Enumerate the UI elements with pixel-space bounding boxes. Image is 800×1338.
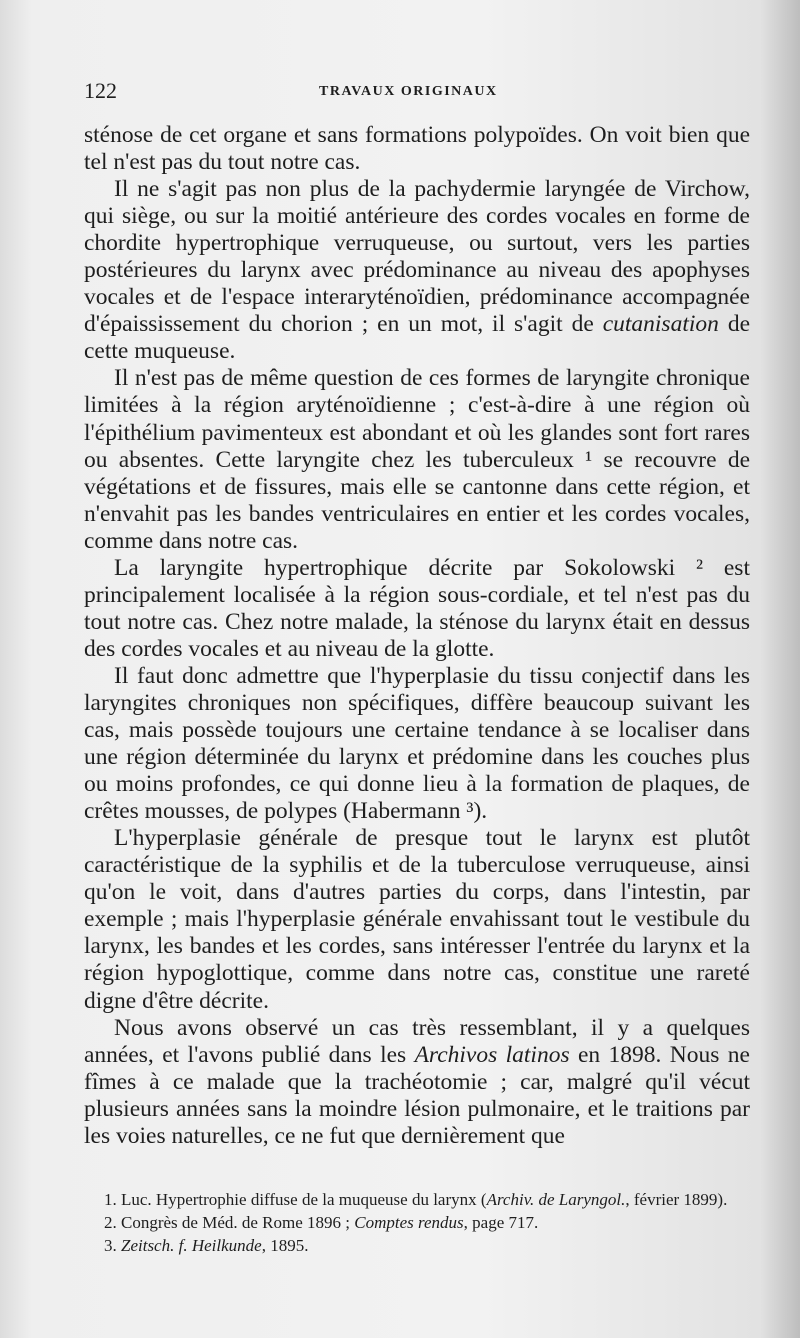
text-run: Il ne s'agit pas non plus de la pachydermie laryngée de Virchow, qui siège, ou sur la moitié antérieure des cordes vocales en forme de chordite hypertrophique verruqueuse, ou surtout, vers les parties postérieures du larynx avec prédominance au niveau des apophyses vocales et de l'espace interaryténoïdien, prédominance accompagnée d'épaississement du chorion ; en un mot, il s'agit de [84, 176, 750, 338]
italic-title: Zeitsch. f. Heilkunde [121, 1236, 262, 1255]
footnote [84, 1234, 750, 1257]
paragraph [84, 176, 750, 365]
text-run: , 1895. [261, 1236, 309, 1255]
text-run: La laryngite hypertrophique décrite par Sokolowski ² est principalement localisée à la région sous-cordiale, et tel n'est pas du tout notre cas. Chez notre malade, la sténose du larynx était en dessus des cordes vocales et au niveau de la glotte. [84, 554, 750, 662]
italic-title: Comptes rendus [354, 1213, 464, 1232]
text-run: , page 717. [463, 1213, 539, 1232]
text-run: Nous avons observé un cas très ressemblant, il y a quelques années, et l'avons publié dans les [84, 1014, 750, 1068]
text-run: en 1898. Nous ne fîmes à ce malade que la trachéotomie ; car, malgré qu'il vécut plusieurs années sans la moindre lésion pulmonaire, et le traitions par les voies naturelles, ce ne fut que dernièrement que [84, 1041, 750, 1149]
text-run: de cette muqueuse. [84, 311, 750, 365]
running-title: TRAVAUX ORIGINAUX [319, 84, 498, 99]
italic-title: Archiv. de Laryngol. [486, 1190, 626, 1209]
page-number: 122 [84, 78, 117, 103]
paragraph [84, 1015, 750, 1150]
paragraph [84, 825, 750, 1014]
italic-title: Archivos latinos [414, 1041, 570, 1068]
text-run: Il n'est pas de même question de ces formes de laryngite chronique limitées à la région aryténoïdienne ; c'est-à-dire à une région où l'épithélium pavimenteux est abondant et où les glandes sont fort rares ou absentes. Cette laryngite chez les tuberculeux ¹ se recouvre de végétations et de fissures, mais elle se cantonne dans cette région, et n'envahit pas les bandes ventriculaires en entier et les cordes vocales, comme dans notre cas. [84, 365, 750, 554]
text-run: 1. Luc. Hypertrophie diffuse de la muqueuse du larynx ( [104, 1190, 487, 1209]
text-run: sténose de cet organe et sans formations polypoïdes. On voit bien que tel n'est pas du tout notre cas. [84, 122, 750, 176]
footnotes [84, 1188, 750, 1257]
text-run: 3. [104, 1236, 121, 1255]
paragraph [84, 122, 750, 176]
paragraph [84, 663, 750, 825]
text-run: 2. Congrès de Méd. de Rome 1896 ; [104, 1213, 355, 1232]
text-run: Il faut donc admettre que l'hyperplasie du tissu conjectif dans les laryngites chroniques non spécifiques, diffère beaucoup suivant les cas, mais possède toujours une certaine tendance à se localiser dans une région déterminée du larynx et prédomine dans les couches plus ou moins profondes, ce qui donne lieu à la formation de plaques, de crêtes mousses, de polypes (Habermann ³). [84, 662, 750, 825]
text-run: , février 1899). [625, 1190, 728, 1209]
body-text [84, 122, 750, 1150]
italic-term: cutanisation [602, 311, 719, 338]
footnote [84, 1211, 750, 1234]
text-run: L'hyperplasie générale de presque tout le larynx est plutôt caractéristique de la syphilis et de la tuberculose verruqueuse, ainsi qu'on le voit, dans d'autres parties du corps, dans l'intestin, par exemple ; mais l'hyperplasie générale envahissant tout le vestibule du larynx, les bandes et les cordes, sans intéresser l'entrée du larynx et la région hypoglottique, comme dans notre cas, constitue une rareté digne d'être décrite. [84, 825, 750, 1014]
footnote [84, 1188, 750, 1211]
paragraph [84, 365, 750, 554]
page-header [84, 78, 754, 108]
paragraph [84, 555, 750, 663]
